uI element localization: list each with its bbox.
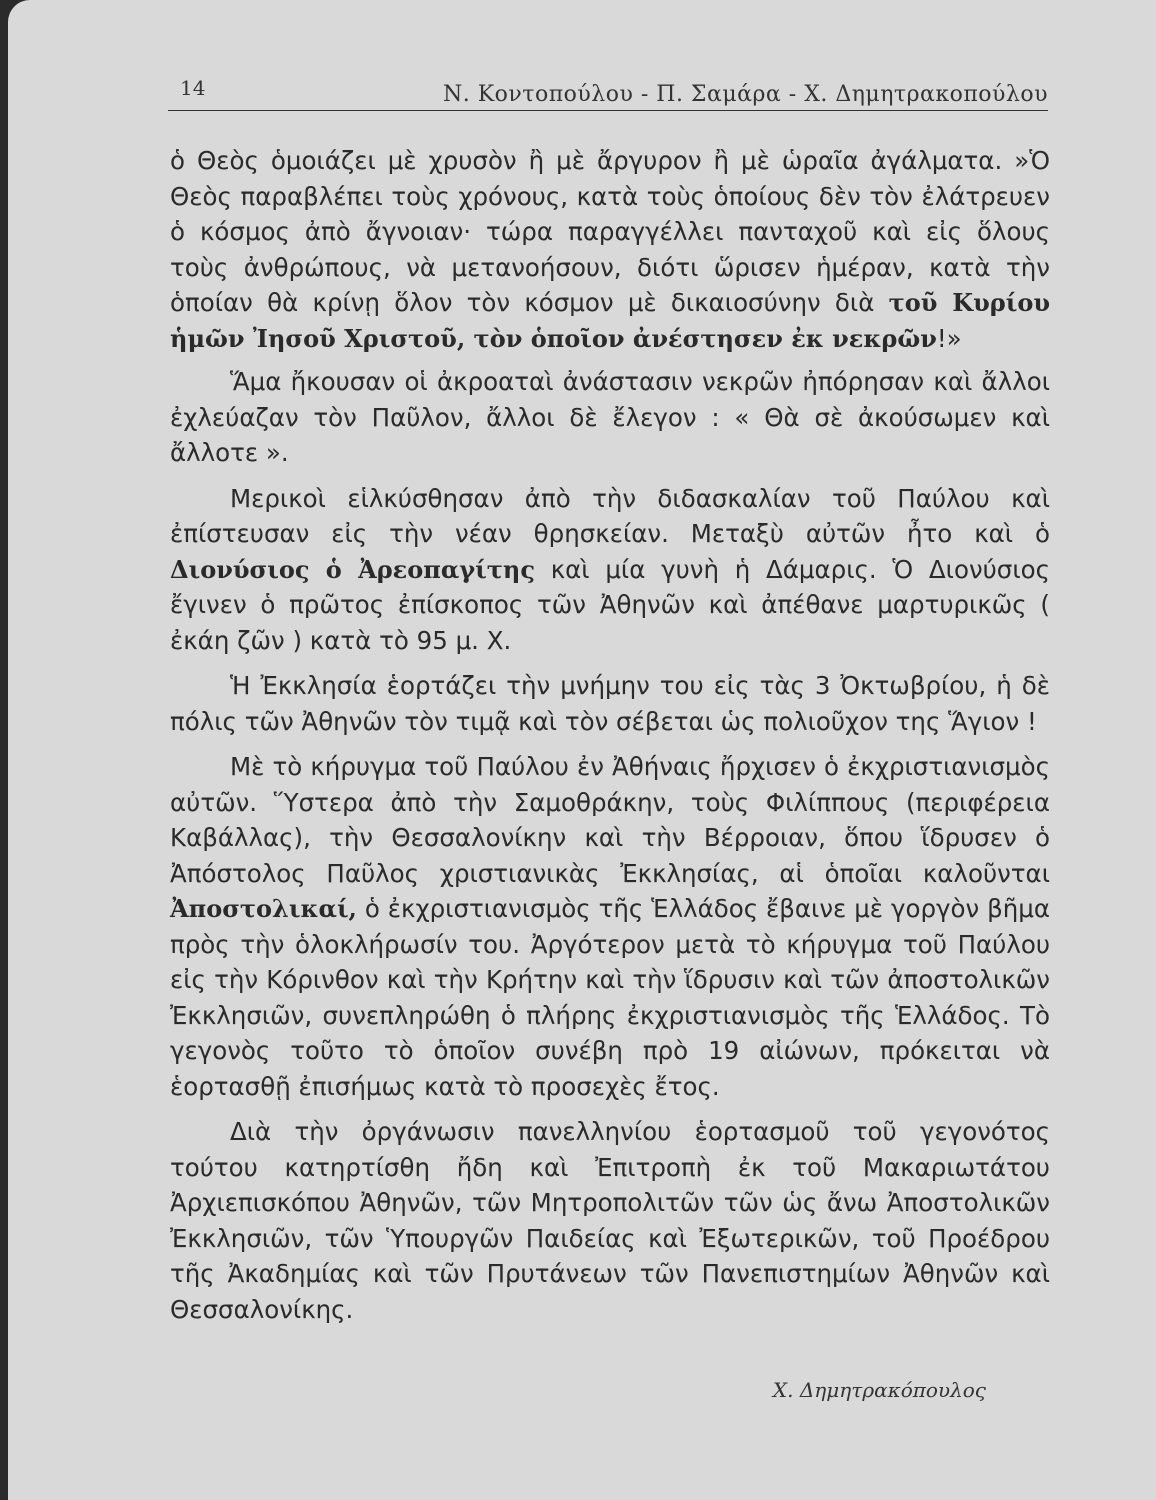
paragraph	[170, 668, 1050, 739]
page-header	[168, 76, 1048, 111]
bold-text-run: Διονύσιος ὁ Ἀρεοπαγίτης	[170, 554, 535, 584]
text-run: Μερικοὶ εἱλκύσθησαν ἀπὸ τὴν διδασκαλίαν τοῦ Παύλου καὶ ἐπίστευσαν εἰς τὴν νέαν θρησκείαν. Μεταξὺ αὐτῶν ἦτο καὶ ὁ	[170, 483, 1050, 548]
text-run: Διὰ τὴν ὀργάνωσιν πανελληνίου ἑορτασμοῦ τοῦ γεγονότος τούτου κατηρτίσθη ἤδη καὶ Ἐπιτροπὴ ἐκ τοῦ Μακαριωτάτου Ἀρχιεπισκόπου Ἀθηνῶν, τῶν Μητροπολιτῶν τῶν ὡς ἄνω Ἀποστολικῶν Ἐκκλησιῶν, τῶν Ὑπουργῶν Παιδείας καὶ Ἐξωτερικῶν, τοῦ Προέδρου τῆς Ἀκαδημίας καὶ τῶν Πρυτάνεων τῶν Πανεπιστημίων Ἀθηνῶν καὶ Θεσσαλονίκης.	[170, 1117, 1050, 1324]
paragraph	[170, 481, 1050, 659]
paragraph	[170, 1114, 1050, 1327]
text-run: καὶ μία γυνὴ ἡ Δάμαρις. Ὁ Διονύσιος ἔγινεν ὁ πρῶτος ἐπίσκοπος τῶν Ἀθηνῶν καὶ ἀπέθανε μαρτυρικῶς ( ἐκάη ζῶν ) κατὰ τὸ 95 μ. Χ.	[170, 554, 1050, 655]
page-number: 14	[180, 76, 206, 100]
paragraph	[170, 143, 1050, 356]
paragraph	[170, 749, 1050, 1104]
author-signature: Χ. Δημητρακόπουλος	[772, 1378, 986, 1402]
paragraph	[170, 364, 1050, 471]
bold-text-run: τοῦ Κυρίου ἡμῶν Ἰησοῦ Χριστοῦ, τὸν ὁποῖον ἀνέστησεν ἐκ νεκρῶν	[170, 288, 1050, 353]
running-title: Ν. Κοντοπούλου - Π. Σαμάρα - Χ. Δημητρακοπούλου	[442, 82, 1048, 107]
text-run: Ἅμα ἤκουσαν οἱ ἀκροαταὶ ἀνάστασιν νεκρῶν ἠπόρησαν καὶ ἄλλοι ἐχλεύαζαν τὸν Παῦλον, ἄλλοι δὲ ἔλεγον : « Θὰ σὲ ἀκούσωμεν καὶ ἄλλοτε ».	[170, 367, 1050, 467]
text-run: Μὲ τὸ κήρυγμα τοῦ Παύλου ἐν Ἀθήναις ἤρχισεν ὁ ἐκχριστιανισμὸς αὐτῶν. Ὕστερα ἀπὸ τὴν Σαμοθράκην, τοὺς Φιλίππους (περιφέρεια Καβάλλας), τὴν Θεσσαλονίκην καὶ τὴν Βέρροιαν, ὅπου ἵδρυσεν ὁ Ἀπόστολος Παῦλος χριστιανικὰς Ἐκκλησίας, αἱ ὁποῖαι καλοῦνται	[170, 752, 1050, 888]
book-page	[8, 0, 1156, 1500]
body-text	[170, 143, 1050, 1337]
bold-text-run: Ἀποστολικαί,	[170, 894, 357, 923]
text-run: ὁ Θεὸς ὁμοιάζει μὲ χρυσὸν ἢ μὲ ἄργυρον ἢ μὲ ὡραῖα ἀγάλματα. »Ὁ Θεὸς παραβλέπει τοὺς χρόνους, κατὰ τοὺς ὁποίους δὲν τὸν ἐλάτρευεν ὁ κόσμος ἀπὸ ἄγνοιαν· τώρα παραγγέλλει πανταχοῦ καὶ εἰς ὅλους τοὺς ἀνθρώπους, νὰ μετανοήσουν, διότι ὥρισεν ἡμέραν, κατὰ τὴν ὁποίαν θὰ κρίνῃ ὅλον τὸν κόσμον μὲ δικαιοσύνην διὰ	[170, 146, 1050, 317]
text-run: ὁ ἐκχριστιανισμὸς τῆς Ἑλλάδος ἔβαινε μὲ γοργὸν βῆμα πρὸς τὴν ὁλοκλήρωσίν του. Ἀργότερον μετὰ τὸ κήρυγμα τοῦ Παύλου εἰς τὴν Κόρινθον καὶ τὴν Κρήτην καὶ τὴν ἵδρυσιν καὶ τῶν ἀποστολικῶν Ἐκκλησιῶν, συνεπληρώθη ὁ πλήρης ἐκχριστιανισμὸς τῆς Ἑλλάδος. Τὸ γεγονὸς τοῦτο τὸ ὁποῖον συνέβη πρὸ 19 αἰώνων, πρόκειται νὰ ἑορτασθῇ ἐπισήμως κατὰ τὸ προσεχὲς ἔτος.	[170, 894, 1050, 1101]
text-run: !»	[936, 323, 962, 353]
text-run: Ἡ Ἐκκλησία ἑορτάζει τὴν μνήμην του εἰς τὰς 3 Ὀκτωβρίου, ἡ δὲ πόλις τῶν Ἀθηνῶν τὸν τιμᾷ καὶ τὸν σέβεται ὡς πολιοῦχον της Ἅγιον !	[170, 671, 1050, 736]
